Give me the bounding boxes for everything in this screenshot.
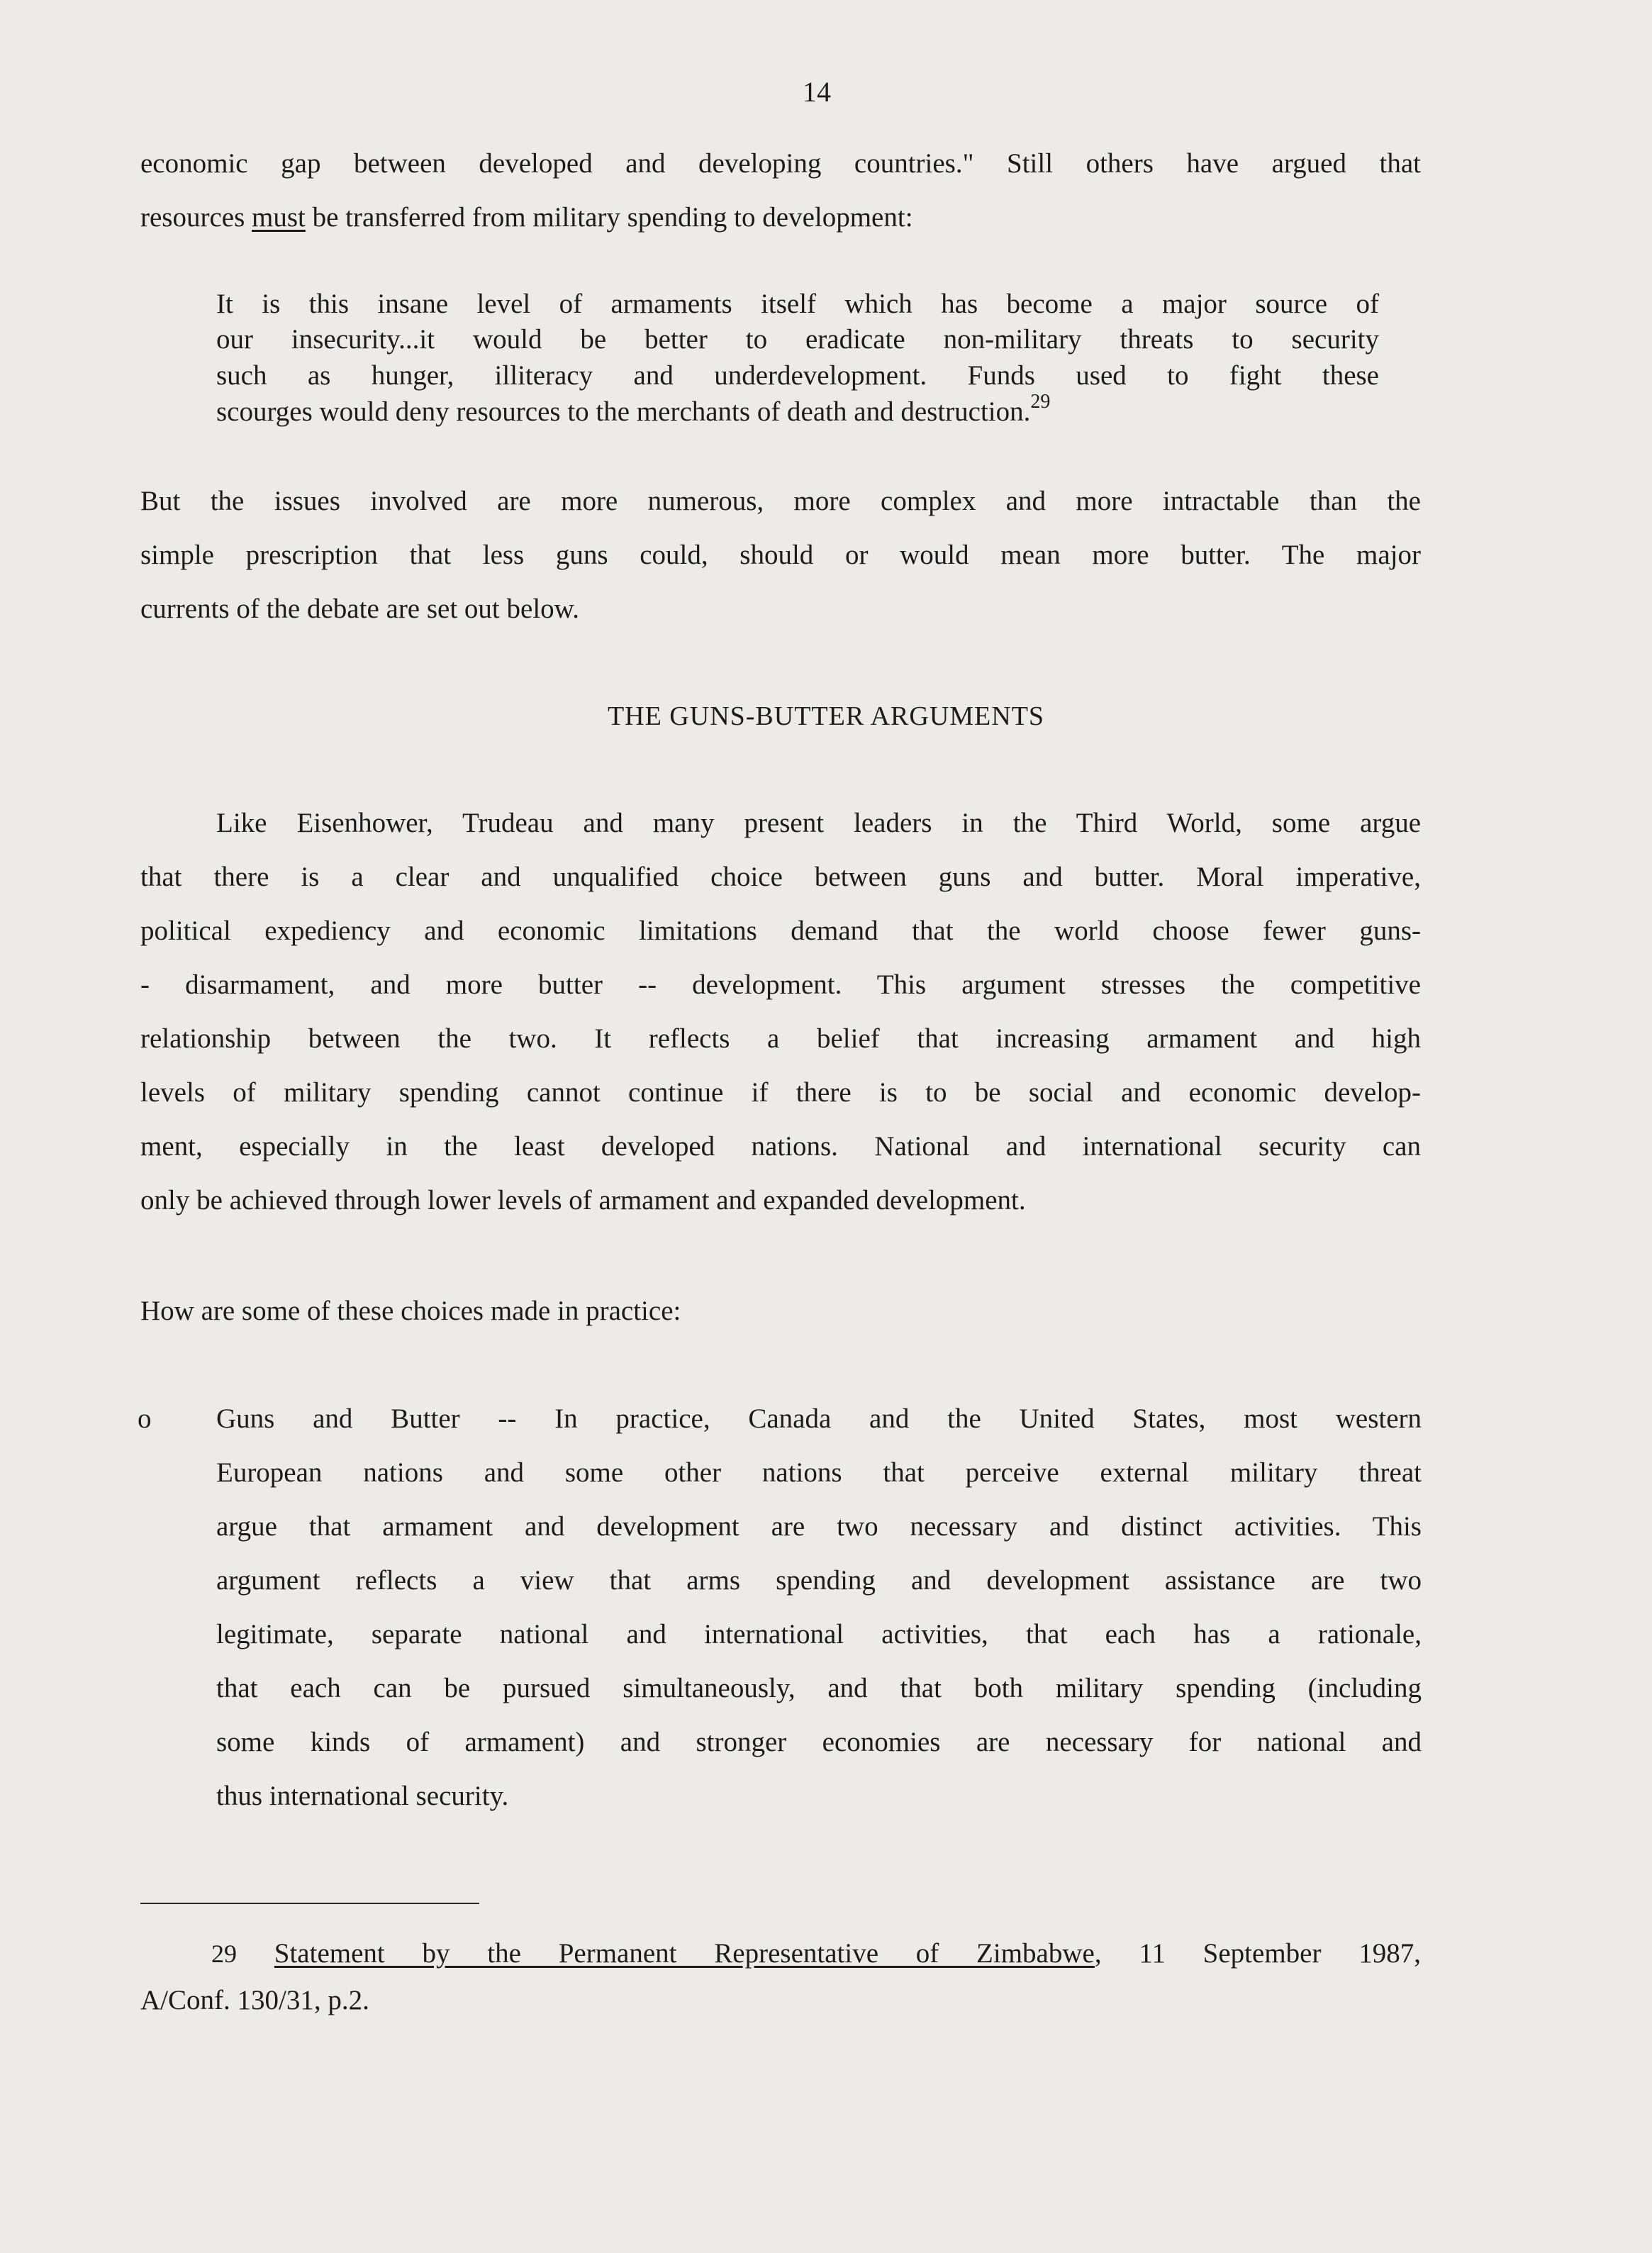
quote-line: It is this insane level of armaments itself which has become a major source of bbox=[216, 289, 1379, 319]
quote-text: scourges would deny resources to the merchants of death and destruction. bbox=[216, 396, 1031, 427]
bullet-line: argument reflects a view that arms spending and development assistance are two bbox=[216, 1565, 1422, 1596]
bullet-line: thus international security. bbox=[216, 1781, 509, 1811]
paragraph-line: levels of military spending cannot continue if there is to be social and economic develop- bbox=[140, 1077, 1421, 1108]
footnote-divider bbox=[140, 1903, 479, 1904]
quote-line: our insecurity...it would be better to eradicate non-military threats to security bbox=[216, 324, 1379, 355]
quote-line bbox=[216, 391, 1379, 428]
footnote-number: 29 bbox=[211, 1940, 237, 1968]
intro-line: economic gap between developed and developing countries." Still others have argued that bbox=[140, 148, 1421, 179]
bullet-line: that each can be pursued simultaneously, and that both military spending (including bbox=[216, 1673, 1422, 1703]
question-line: How are some of these choices made in practice: bbox=[140, 1296, 681, 1326]
paragraph-line: that there is a clear and unqualified choice between guns and butter. Moral imperative, bbox=[140, 862, 1421, 892]
bullet-marker: o bbox=[138, 1403, 152, 1434]
quote-line: such as hunger, illiteracy and underdevelopment. Funds used to fight these bbox=[216, 360, 1379, 391]
footnote-text: , 11 September 1987, bbox=[1094, 1938, 1421, 1969]
section-heading: THE GUNS-BUTTER ARGUMENTS bbox=[607, 701, 1045, 731]
paragraph-line: ment, especially in the least developed nations. National and international security can bbox=[140, 1131, 1421, 1162]
intro-text: be transferred from military spending to development: bbox=[305, 202, 913, 233]
bullet-line: argue that armament and development are two necessary and distinct activities. This bbox=[216, 1511, 1422, 1542]
emphasis-must: must bbox=[252, 202, 306, 233]
paragraph-line: political expediency and economic limitations demand that the world choose fewer guns- bbox=[140, 916, 1421, 946]
paragraph-line: currents of the debate are set out below. bbox=[140, 594, 580, 624]
paragraph-line: relationship between the two. It reflects a belief that increasing armament and high bbox=[140, 1023, 1421, 1054]
paragraph-line: only be achieved through lower levels of armament and expanded development. bbox=[140, 1185, 1026, 1215]
paragraph-line: simple prescription that less guns could, should or would mean more butter. The major bbox=[140, 540, 1421, 570]
bullet-line: European nations and some other nations that perceive external military threat bbox=[216, 1457, 1422, 1488]
footnote-line: A/Conf. 130/31, p.2. bbox=[140, 1985, 369, 2015]
footnote-line bbox=[211, 1937, 1421, 1969]
bullet-line: some kinds of armament) and stronger economies are necessary for national and bbox=[216, 1727, 1422, 1757]
paragraph-line: But the issues involved are more numerous, more complex and more intractable than the bbox=[140, 486, 1421, 516]
page-number: 14 bbox=[803, 76, 831, 108]
footnote-title: Statement by the Permanent Representative of Zimbabwe bbox=[274, 1938, 1095, 1969]
bullet-line: Guns and Butter -- In practice, Canada and the United States, most western bbox=[216, 1403, 1422, 1434]
paragraph-line: - disarmament, and more butter -- development. This argument stresses the competitive bbox=[140, 969, 1421, 1000]
paragraph-line: Like Eisenhower, Trudeau and many present leaders in the Third World, some argue bbox=[216, 808, 1421, 838]
bullet-line: legitimate, separate national and international activities, that each has a rationale, bbox=[216, 1619, 1422, 1650]
footnote-ref: 29 bbox=[1030, 391, 1051, 413]
intro-line bbox=[140, 201, 913, 233]
intro-text: resources bbox=[140, 202, 252, 233]
